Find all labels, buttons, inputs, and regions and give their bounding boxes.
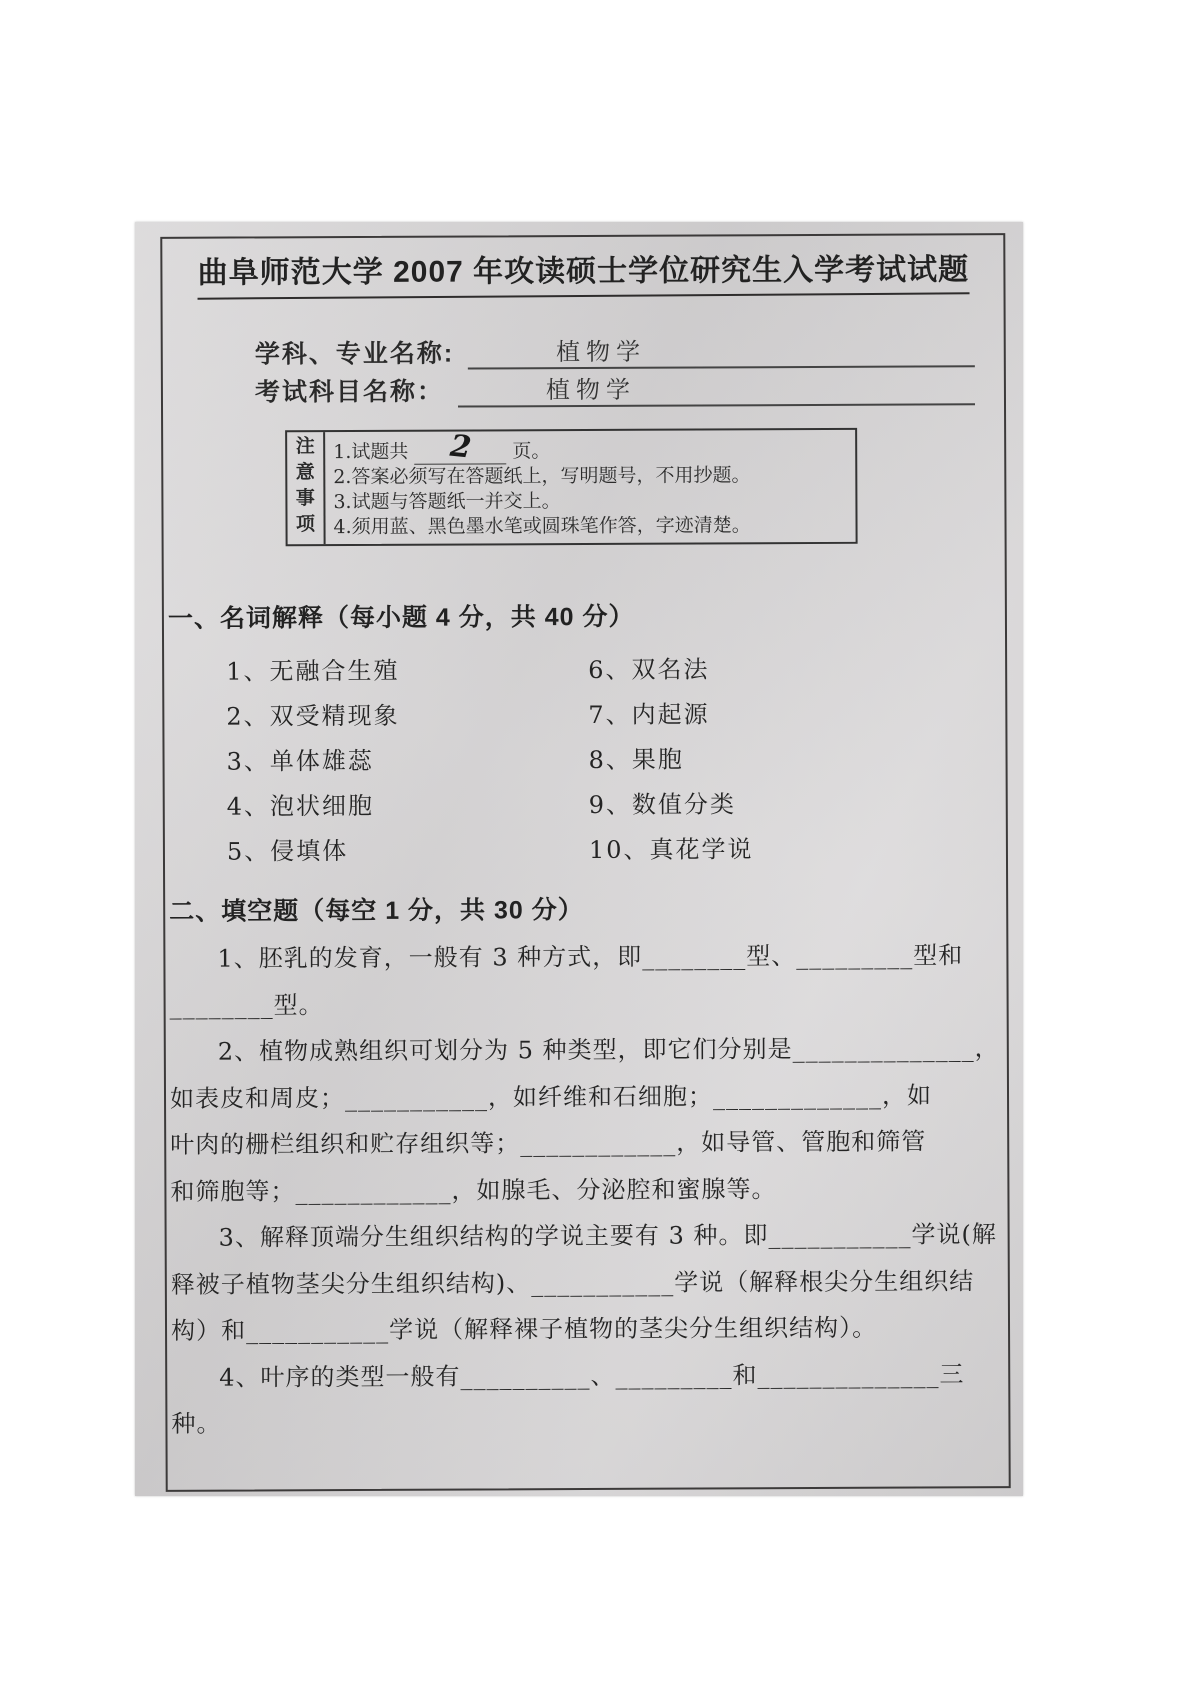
term-item: 6、双名法: [588, 655, 710, 684]
course-label: 考试科目名称：: [254, 377, 445, 407]
term-item: 2、双受精现象: [226, 701, 400, 731]
section1-heading: 一、名词解释（每小题 4 分，共 40 分）: [167, 602, 635, 633]
subject-label: 学科、专业名称:: [254, 339, 455, 369]
notice-item-4: 4.须用蓝、黑色墨水笔或圆珠笔作答，字迹清楚。: [333, 514, 751, 539]
header-fields: [255, 329, 975, 408]
terms-right-column: [588, 653, 1003, 880]
term-item: 1、无融合生殖: [226, 656, 400, 686]
term-item: 3、单体雄蕊: [226, 746, 374, 776]
term-item: 4、泡状细胞: [226, 791, 375, 821]
fill-line: 4、叶序的类型一般有__________、_________和______________三: [219, 1359, 965, 1392]
handwritten-page-count: 2: [448, 428, 473, 466]
section2-heading: 二、填空题（每空 1 分，共 30 分）: [169, 896, 584, 926]
subject-value: 植物学: [556, 337, 647, 367]
page-title: 曲阜师范大学 2007 年攻读硕士学位研究生入学考试试题: [197, 253, 970, 290]
fill-line: 种。: [171, 1409, 222, 1438]
fill-line: ________型。: [169, 990, 324, 1020]
fill-in-questions: [169, 932, 1005, 1447]
terms-left-column: [226, 655, 589, 882]
scanned-exam-sheet: [135, 222, 1023, 1496]
term-item: 5、侵填体: [226, 837, 349, 866]
notice-side-label: 注意事项: [287, 432, 325, 544]
terms-list: [168, 653, 1003, 882]
fill-line: 1、胚乳的发育，一般有 3 种方式，即________型、_________型和: [217, 941, 964, 973]
field-row-subject: [255, 329, 975, 370]
notice-item-3: 3.试题与答题纸一并交上。: [333, 490, 561, 514]
notice-box: [285, 428, 858, 546]
term-item: 10、真花学说: [588, 835, 754, 864]
fill-line: 和筛胞等；____________，如腺毛、分泌腔和蜜腺等。: [170, 1174, 777, 1206]
fill-line: 构）和___________学说（解释裸子植物的茎尖分生组织结构）。: [170, 1313, 878, 1345]
course-value: 植物学: [545, 375, 637, 405]
fill-line: 如表皮和周皮；___________，如纤维和石细胞；_____________，如: [169, 1080, 933, 1113]
fill-line: 叶肉的栅栏组织和贮存组织等；____________，如导管、管胞和筛管: [170, 1127, 927, 1159]
notice-item-2: 2.答案必须写在答题纸上，写明题号，不用抄题。: [333, 464, 751, 489]
field-row-course: [255, 367, 975, 408]
course-value-blank: [458, 373, 975, 407]
term-item: 9、数值分类: [588, 790, 737, 819]
fill-line: 释被子植物茎尖分生组织结构)、___________学说（解释根尖分生组织结: [170, 1266, 975, 1299]
subject-value-blank: [468, 335, 975, 369]
notice-item-1-blank: [414, 428, 506, 466]
page-content: [166, 236, 1005, 1488]
notice-body: [325, 430, 855, 544]
term-item: 7、内起源: [588, 700, 710, 729]
notice-item-1-pre: 1.试题共: [333, 440, 409, 464]
fill-line: 2、植物成熟组织可划分为 5 种类型，即它们分别是______________，: [217, 1034, 1000, 1066]
fill-line: 3、解释顶端分生组织结构的学说主要有 3 种。即___________学说(解: [218, 1220, 997, 1252]
notice-item-1-post: 页。: [512, 440, 551, 463]
notice-item-1: [333, 428, 849, 466]
term-item: 8、果胞: [588, 745, 684, 774]
